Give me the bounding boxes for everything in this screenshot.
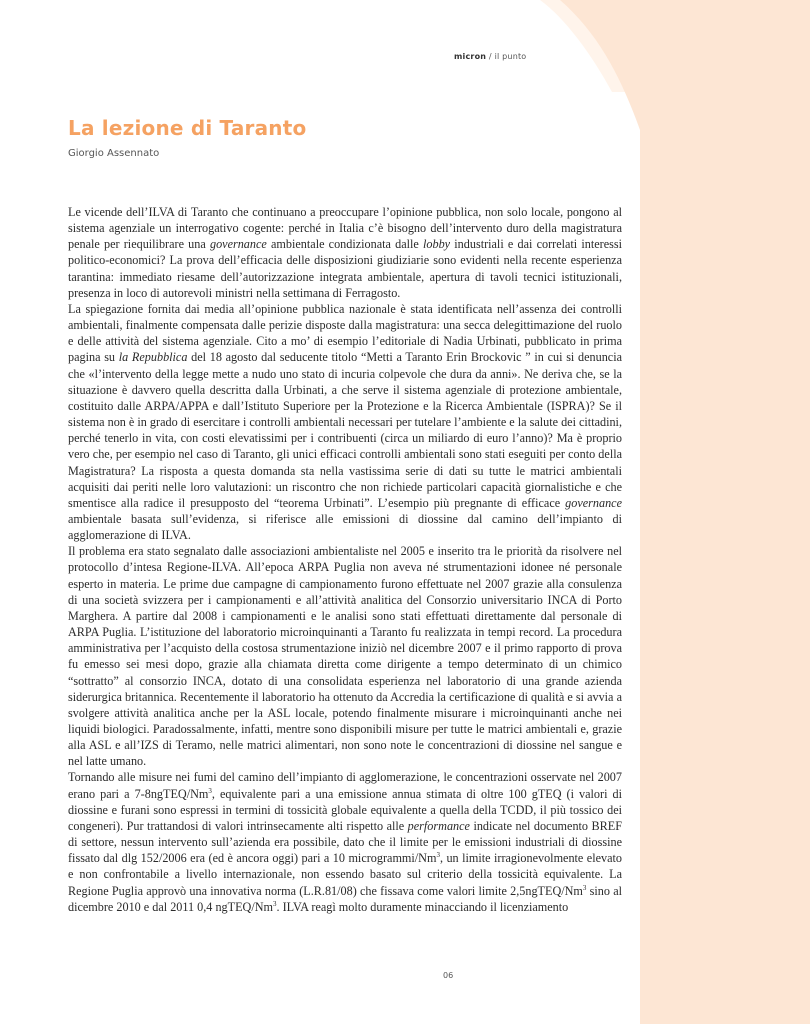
magazine-name: micron <box>454 52 487 61</box>
italic-text: lobby <box>423 237 451 252</box>
article-paragraph <box>68 769 622 914</box>
header-separator: / <box>486 52 495 61</box>
page-number: 06 <box>443 971 454 980</box>
article-paragraph <box>68 204 622 301</box>
article-paragraph <box>68 301 622 543</box>
text-run: ambientale basata sull’evidenza, si riferisce alle emissioni di diossine dal camino dell’impianto di agglomerazione di ILVA. <box>68 511 622 543</box>
italic-text: governance <box>209 237 267 252</box>
article-author: Giorgio Assennato <box>68 148 160 159</box>
running-header <box>454 52 654 61</box>
superscript: 3 <box>582 883 587 892</box>
text-run: La spiegazione fornita dai media all’opinione pubblica nazionale è stata identificata nell’assenza dei controlli ambientali, finalmente compensata dalle perizie disposte dalla magistratura: una secca delegittimazione del ruolo e delle attività del sistema agenziale. Cito a mo’ di esempio l’editoriale di Nadia Urbinati, pubblicato in prima pagina su <box>68 301 622 365</box>
text-run: . ILVA reagì molto duramente minacciando il licenziamento <box>276 899 569 914</box>
text-run: ambientale condizionata dalle <box>266 237 424 252</box>
text-run: Le vicende dell’ILVA di Taranto che continuano a preoccupare l’opinione pubblica, non solo locale, pongono al sistema agenziale un interrogativo cogente: perché in Italia c’è bisogno dell’intervento duro della magistratura penale per riequilibrare una <box>68 205 622 252</box>
superscript: 3 <box>273 899 277 908</box>
text-run: Tornando alle misure nei fumi del camino dell’impianto di agglomerazione, le concentrazioni osservate nel 2007 erano pari a 7-8ngTEQ/Nm <box>68 770 622 801</box>
italic-text: governance <box>565 495 622 510</box>
italic-text: la Repubblica <box>118 350 188 365</box>
article-title: La lezione di Taranto <box>68 116 307 140</box>
italic-text: performance <box>407 818 470 833</box>
text-run: sino al dicembre 2010 e dal 2011 0,4 ngTEQ/Nm <box>68 883 622 914</box>
superscript: 3 <box>436 851 440 860</box>
article-paragraph <box>68 543 622 769</box>
superscript: 3 <box>208 786 212 795</box>
text-run: indicate nel documento BREF di settore, nessun intervento sull’azienda era possibile, dato che il limite per le emissioni industriali di diossine fissato dal dlg 152/2006 era (ed è ancora oggi) pari a 10 microgrammi/Nm <box>68 818 622 866</box>
article-body <box>68 204 622 915</box>
text-run: , equivalente pari a una emissione annua stimata di oltre 100 gTEQ (i valori di diossine e furani sono espressi in termini di tossicità globale equivalente a quella della TCDD, il più tossico dei congeneri). Pur trattandosi di valori intrinsecamente alti rispetto alle <box>68 786 623 833</box>
text-run: industriali e dai correlati interessi politico-economici? La prova dell’efficacia delle disposizioni giudiziarie sono evidenti nella recente esperienza tarantina: immediato riesame dell’autorizzazione integrata ambientale, apertura di tavoli tecnici istituzionali, presenza in loco di autorevoli ministri nella settimana di Ferragosto. <box>68 237 622 300</box>
text-run: del 18 agosto dal seducente titolo “Metti a Taranto Erin Brockovic ” in cui si denuncia che «l’intervento della legge mette a nudo uno stato di incuria colpevole che dura da anni». Ne deriva che, se la situazione è davvero quella descritta dalla Urbinati, a che serve il sistema agenziale di protezione ambientale, costituito dalle ARPA/APPA e dall’Istituto Superiore per la Protezione e la Ricerca Ambientale (ISPRA)? Se il sistema non è in grado di esercitare i controlli ambientali necessari per tutelare l’ambiente e la salute dei cittadini, perché tenerlo in vita, con costi elevatissimi per i contribuenti (circa un miliardo di euro l’anno)? Ma è proprio vero che, per esempio nel caso di Taranto, gli unici efficaci controlli ambientali sono stati eseguiti per conto della Magistratura? La risposta a questa domanda sta nella vastissima serie di dati su tutte le matrici ambientali acquisiti dai periti nelle loro valutazioni: un riscontro che non richiede particolari capacità giornalistiche e che smentisce alla radice il presupposto del “teorema Urbinati”. L’esempio più pregnante di efficace <box>68 350 623 510</box>
text-run: Il problema era stato segnalato dalle associazioni ambientaliste nel 2005 e inserito tra le priorità da risolvere nel protocollo d’intesa Regione-ILVA. All’epoca ARPA Puglia non aveva né strumentazioni idonee né personale esperto in materia. Le prime due campagne di campionamento furono effettuate nel 2007 grazie alla consulenza di una società svizzera per i campionamenti e all’attività analitica del Consorzio universitario INCA di Porto Marghera. A partire dal 2008 i campionamenti e le analisi sono stati effettuati direttamente dal personale di ARPA Puglia. L’istituzione del laboratorio microinquinanti a Taranto fu realizzata in tempi record. La procedura amministrativa per l’acquisto della costosa strumentazione iniziò nel dicembre 2007 e il primo rapporto di prova fu emesso sei mesi dopo, grazie alla chiamata diretta come dirigente a tempo determinato di un chimico “sottratto” al consorzio INCA, dotato di una consolidata esperienza nel laboratorio di una grande azienda siderurgica britannica. Recentemente il laboratorio ha ottenuto da Accredia la certificazione di qualità e si avvia a svolgere attività analitica anche per la ASL locale, potendo finalmente misurare i microinquinanti anche nei liquidi biologici. Paradossalmente, infatti, mentre sono disponibili misure per tutte le matrici ambientali e, grazie alla ASL e all’IZS di Teramo, nelle matrici alimentari, non sono note le concentrazioni di diossine nel sangue e nel latte umano. <box>68 544 622 769</box>
text-run: , un limite irragionevolmente elevato e non confrontabile a livello internazionale, non essendo basato sul criterio della tossicità equivalente. La Regione Puglia approvò una innovativa norma (L.R.81/08) che fissava come valori limite 2,5ngTEQ/Nm <box>68 851 622 898</box>
section-name: il punto <box>494 52 527 61</box>
